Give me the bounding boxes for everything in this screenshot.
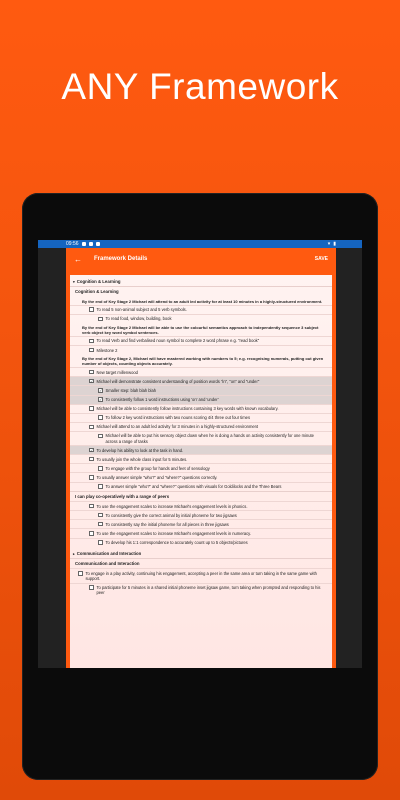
checkbox[interactable]	[98, 484, 103, 489]
checkbox[interactable]	[98, 415, 103, 420]
checkbox-checked[interactable]: ✓	[90, 447, 94, 453]
section-header[interactable]: ▸ Communication and Interaction	[73, 550, 142, 556]
headline: ANY Framework	[61, 66, 339, 107]
collapse-icon: ▾	[73, 280, 75, 284]
arrow-back-icon[interactable]: ←	[74, 254, 82, 264]
list-item[interactable]: To develop his 1:1 correspondence to accurately count up to 5 objects/pictures	[70, 538, 332, 547]
checkbox[interactable]	[89, 425, 94, 430]
checkbox[interactable]	[98, 434, 103, 439]
status-time: 09:56	[66, 241, 79, 247]
objective-text: By the end of Key Stage 2 Michael will attend to an adult led activity for at least 10 minutes in a highly-structured environment.	[82, 298, 323, 304]
checkbox-checked[interactable]: ✓	[99, 388, 103, 394]
checkbox[interactable]	[78, 571, 83, 576]
list-item[interactable]: To usually join the whole class input for 5 minutes.	[70, 454, 332, 463]
list-item[interactable]: ✓ To develop his ability to look at the task in hand.	[70, 445, 332, 454]
checkbox-checked[interactable]: ✓	[90, 378, 94, 384]
list-item[interactable]: To follow 2 key word instructions with two nouns scoring 4/4 three out four times	[70, 413, 332, 422]
list-item[interactable]: ✓ To consistently follow 1 word instructions using 'on' and 'under'	[70, 395, 332, 404]
list-item[interactable]: New target millenwood	[70, 367, 332, 376]
subsection-header: I can play co-operatively with a range of peers	[70, 491, 332, 501]
list-item[interactable]: Michael will be able to put his sensory object down when he is doing a hands on activity consistently for one minute across a range of tasks	[70, 431, 332, 445]
list-item[interactable]: To engage with the group for hands and feet of sensology	[70, 463, 332, 472]
checkbox[interactable]	[98, 466, 103, 471]
notification-icon	[96, 242, 100, 246]
checkbox[interactable]	[89, 475, 94, 480]
checkbox[interactable]	[98, 522, 103, 527]
checkbox[interactable]	[89, 585, 94, 590]
page-title: Framework Details	[94, 256, 148, 262]
notification-icon	[82, 242, 86, 246]
list-item[interactable]: Milestone 2	[70, 345, 332, 354]
list-item[interactable]: To answer simple "who?" and "where?" questions with visuals for Goldilocks and the Three Bears	[70, 482, 332, 491]
save-button[interactable]: SAVE	[314, 256, 328, 262]
checkbox[interactable]	[89, 370, 94, 375]
list-item[interactable]: To use the engagement scales to increase Michael's engagement levels in phonics.	[70, 501, 332, 510]
list-item[interactable]: To usually answer simple "who?" and "where?" questions correctly.	[70, 472, 332, 481]
status-bar	[38, 240, 362, 248]
list-item[interactable]: To participate for 5 minutes in a shared initial phoneme inset jigsaw game, turn taking when prompted and responding to his peer	[70, 583, 332, 597]
list-item[interactable]: To read food, window, building, book	[70, 314, 332, 323]
list-item[interactable]: To use the engagement scales to increase Michael's engagement levels in numeracy.	[70, 528, 332, 537]
list-item[interactable]: To read 5 non-animal subject and 5 verb symbols.	[70, 305, 332, 314]
list-item[interactable]: ✓ Michael will demonstrate consistent understanding of position words "in", "on" and "under"	[70, 376, 332, 385]
collapse-icon: ▸	[73, 551, 75, 556]
list-item[interactable]: To engage in a play activity, continuing his engagement, accepting a peer in the same area or turn taking in the same game with support.	[70, 568, 332, 582]
checkbox[interactable]	[89, 307, 94, 312]
section-header[interactable]: ▾ Cognition & Learning	[73, 279, 121, 284]
checkbox[interactable]	[89, 457, 94, 462]
checkbox[interactable]	[89, 348, 94, 353]
checkbox-checked[interactable]: ✓	[99, 397, 103, 403]
wifi-icon: ▾	[327, 241, 331, 247]
app-bar	[66, 248, 336, 270]
objective-text: By the end of Key Stage 2 Michael will be able to use the colourful semantics approach to independently sequence 3 subject verb object key word symbol sentences.	[82, 324, 319, 335]
checkbox[interactable]	[89, 339, 94, 344]
list-item[interactable]: To consistently give the correct animal by initial phoneme for two jigsaws	[70, 510, 332, 519]
content-area	[66, 270, 336, 668]
framework-list[interactable]	[70, 275, 332, 668]
checkbox[interactable]	[89, 504, 94, 509]
checkbox[interactable]	[89, 531, 94, 536]
list-item[interactable]: To read Verb and find verbalised noun symbol to complete 2 word phrase e.g. "read book"	[70, 336, 332, 345]
subsection-header: Communication and Interaction	[70, 558, 332, 568]
battery-icon: ▮	[333, 241, 336, 247]
subsection-header: Cognition & Learning	[70, 286, 332, 296]
checkbox[interactable]	[98, 540, 103, 545]
checkbox[interactable]	[98, 317, 103, 322]
checkbox[interactable]	[89, 406, 94, 411]
tablet-screen	[38, 240, 362, 668]
list-item[interactable]: To consistently say the initial phoneme for all pieces in three jigsaws	[70, 519, 332, 528]
list-item[interactable]: ✓ Smaller step: blah blah blah	[70, 385, 332, 394]
list-item[interactable]: Michael will attend to an adult led activity for 3 minutes in a highly-structured environment	[70, 422, 332, 431]
objective-text: By the end of Key Stage 2, Michael will have mastered working with numbers to 5; e.g. recognising numerals, putting out given number of objects, counting objects accurately.	[82, 356, 324, 367]
notification-icon	[89, 242, 93, 246]
list-item[interactable]: Michael will be able to consistently follow instructions containing 3 key words with known vocabulary.	[70, 404, 332, 413]
checkbox[interactable]	[98, 513, 103, 518]
